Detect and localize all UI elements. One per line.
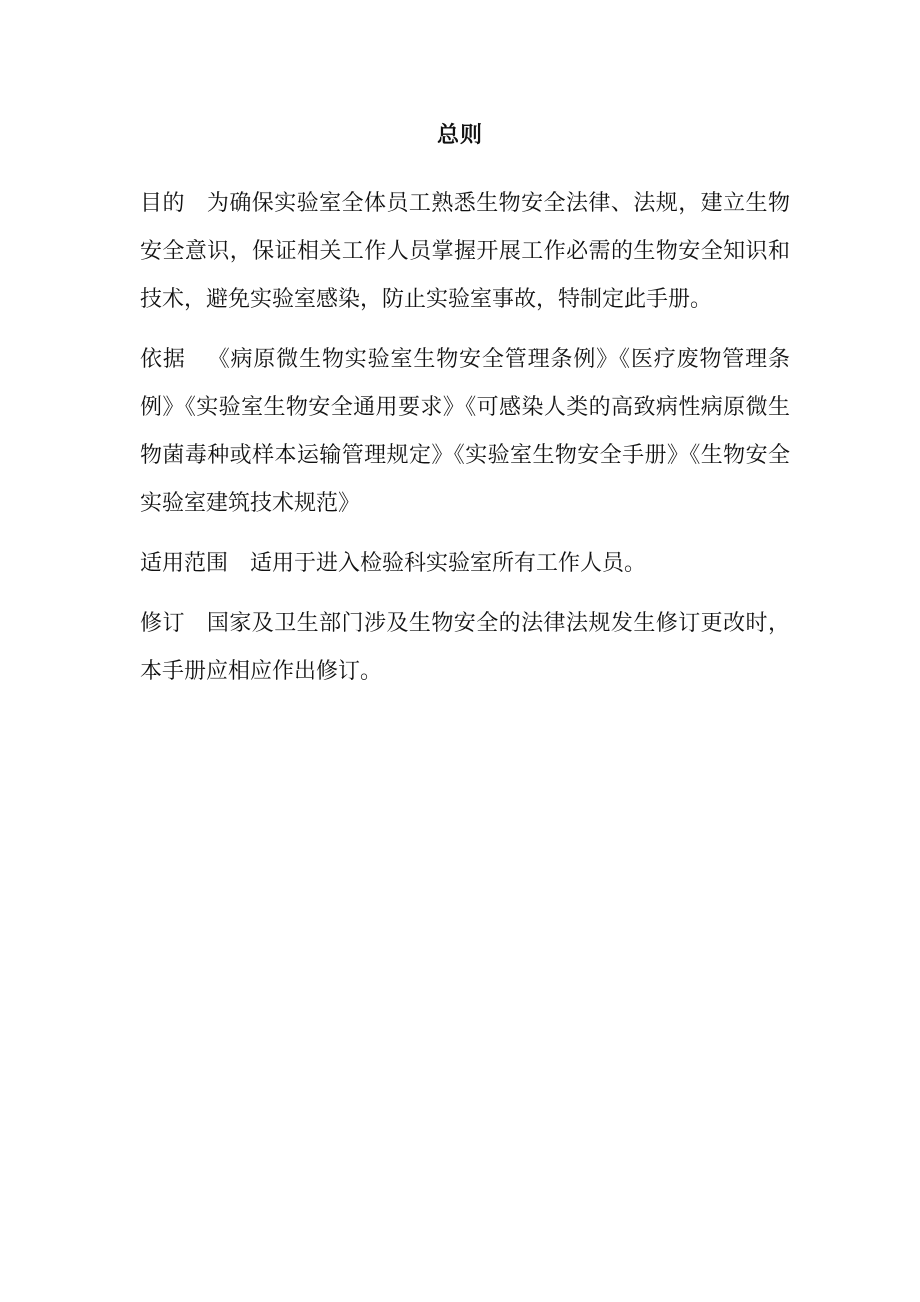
- section-text: 适用于进入检验科实验室所有工作人员。: [250, 551, 647, 576]
- section-purpose: [140, 180, 790, 324]
- section-label: 依据: [140, 347, 186, 372]
- section-revision: [140, 600, 790, 696]
- section-text: 为确保实验室全体员工熟悉生物安全法律、法规，建立生物安全意识，保证相关工作人员掌握开展工作必需的生物安全知识和技术，避免实验室感染，防止实验室事故，特制定此手册。: [140, 191, 790, 312]
- section-label: 目的: [140, 191, 185, 216]
- document-body: [140, 180, 790, 708]
- section-text: 《病原微生物实验室生物安全管理条例》《医疗废物管理条例》《实验室生物安全通用要求》《可感染人类的高致病性病原微生物菌毒种或样本运输管理规定》《实验室生物安全手册》《生物安全实验室建筑技术规范》: [140, 347, 790, 516]
- section-label: 修订: [140, 611, 185, 636]
- section-basis: [140, 336, 790, 528]
- section-scope: [140, 540, 790, 588]
- section-text: 国家及卫生部门涉及生物安全的法律法规发生修订更改时，本手册应相应作出修订。: [140, 611, 790, 684]
- page-title: 总则: [436, 122, 483, 148]
- section-label: 适用范围: [140, 551, 229, 576]
